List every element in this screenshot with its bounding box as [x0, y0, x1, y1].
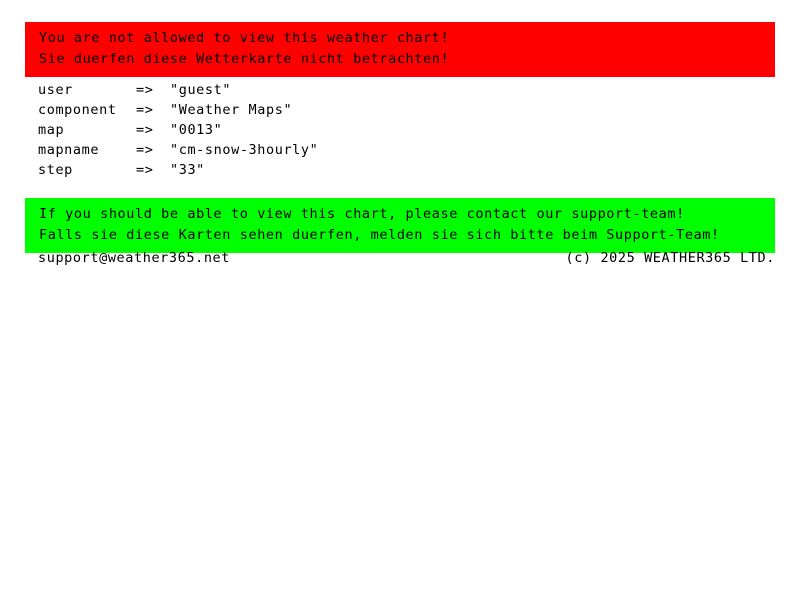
footer: [38, 250, 775, 266]
parameter-key: step: [38, 162, 73, 178]
parameter-key: mapname: [38, 142, 100, 158]
error-banner: [25, 22, 775, 77]
error-banner-line-en: You are not allowed to view this weather chart!: [39, 30, 450, 46]
info-banner-line-de: Falls sie diese Karten sehen duerfen, melden sie sich bitte beim Support-Team!: [39, 227, 720, 243]
parameter-row-component: [38, 100, 778, 120]
parameter-arrow: =>: [136, 142, 154, 158]
parameter-row-user: [38, 80, 778, 100]
copyright-text: (c) 2025 WEATHER365 LTD.: [565, 250, 775, 266]
parameter-value: "cm-snow-3hourly": [170, 142, 319, 158]
parameter-value: "0013": [170, 122, 223, 138]
support-email-link[interactable]: support@weather365.net: [38, 250, 231, 266]
parameter-key: user: [38, 82, 73, 98]
error-banner-line-de: Sie duerfen diese Wetterkarte nicht betrachten!: [39, 51, 450, 67]
parameter-list: [38, 80, 778, 180]
parameter-row-mapname: [38, 140, 778, 160]
parameter-arrow: =>: [136, 102, 154, 118]
parameter-arrow: =>: [136, 82, 154, 98]
parameter-arrow: =>: [136, 122, 154, 138]
parameter-row-map: [38, 120, 778, 140]
parameter-value: "guest": [170, 82, 232, 98]
parameter-value: "Weather Maps": [170, 102, 293, 118]
info-banner: [25, 198, 775, 253]
parameter-arrow: =>: [136, 162, 154, 178]
info-banner-line-en: If you should be able to view this chart, please contact our support-team!: [39, 206, 685, 222]
parameter-row-step: [38, 160, 778, 180]
parameter-key: component: [38, 102, 117, 118]
parameter-value: "33": [170, 162, 205, 178]
parameter-key: map: [38, 122, 65, 138]
